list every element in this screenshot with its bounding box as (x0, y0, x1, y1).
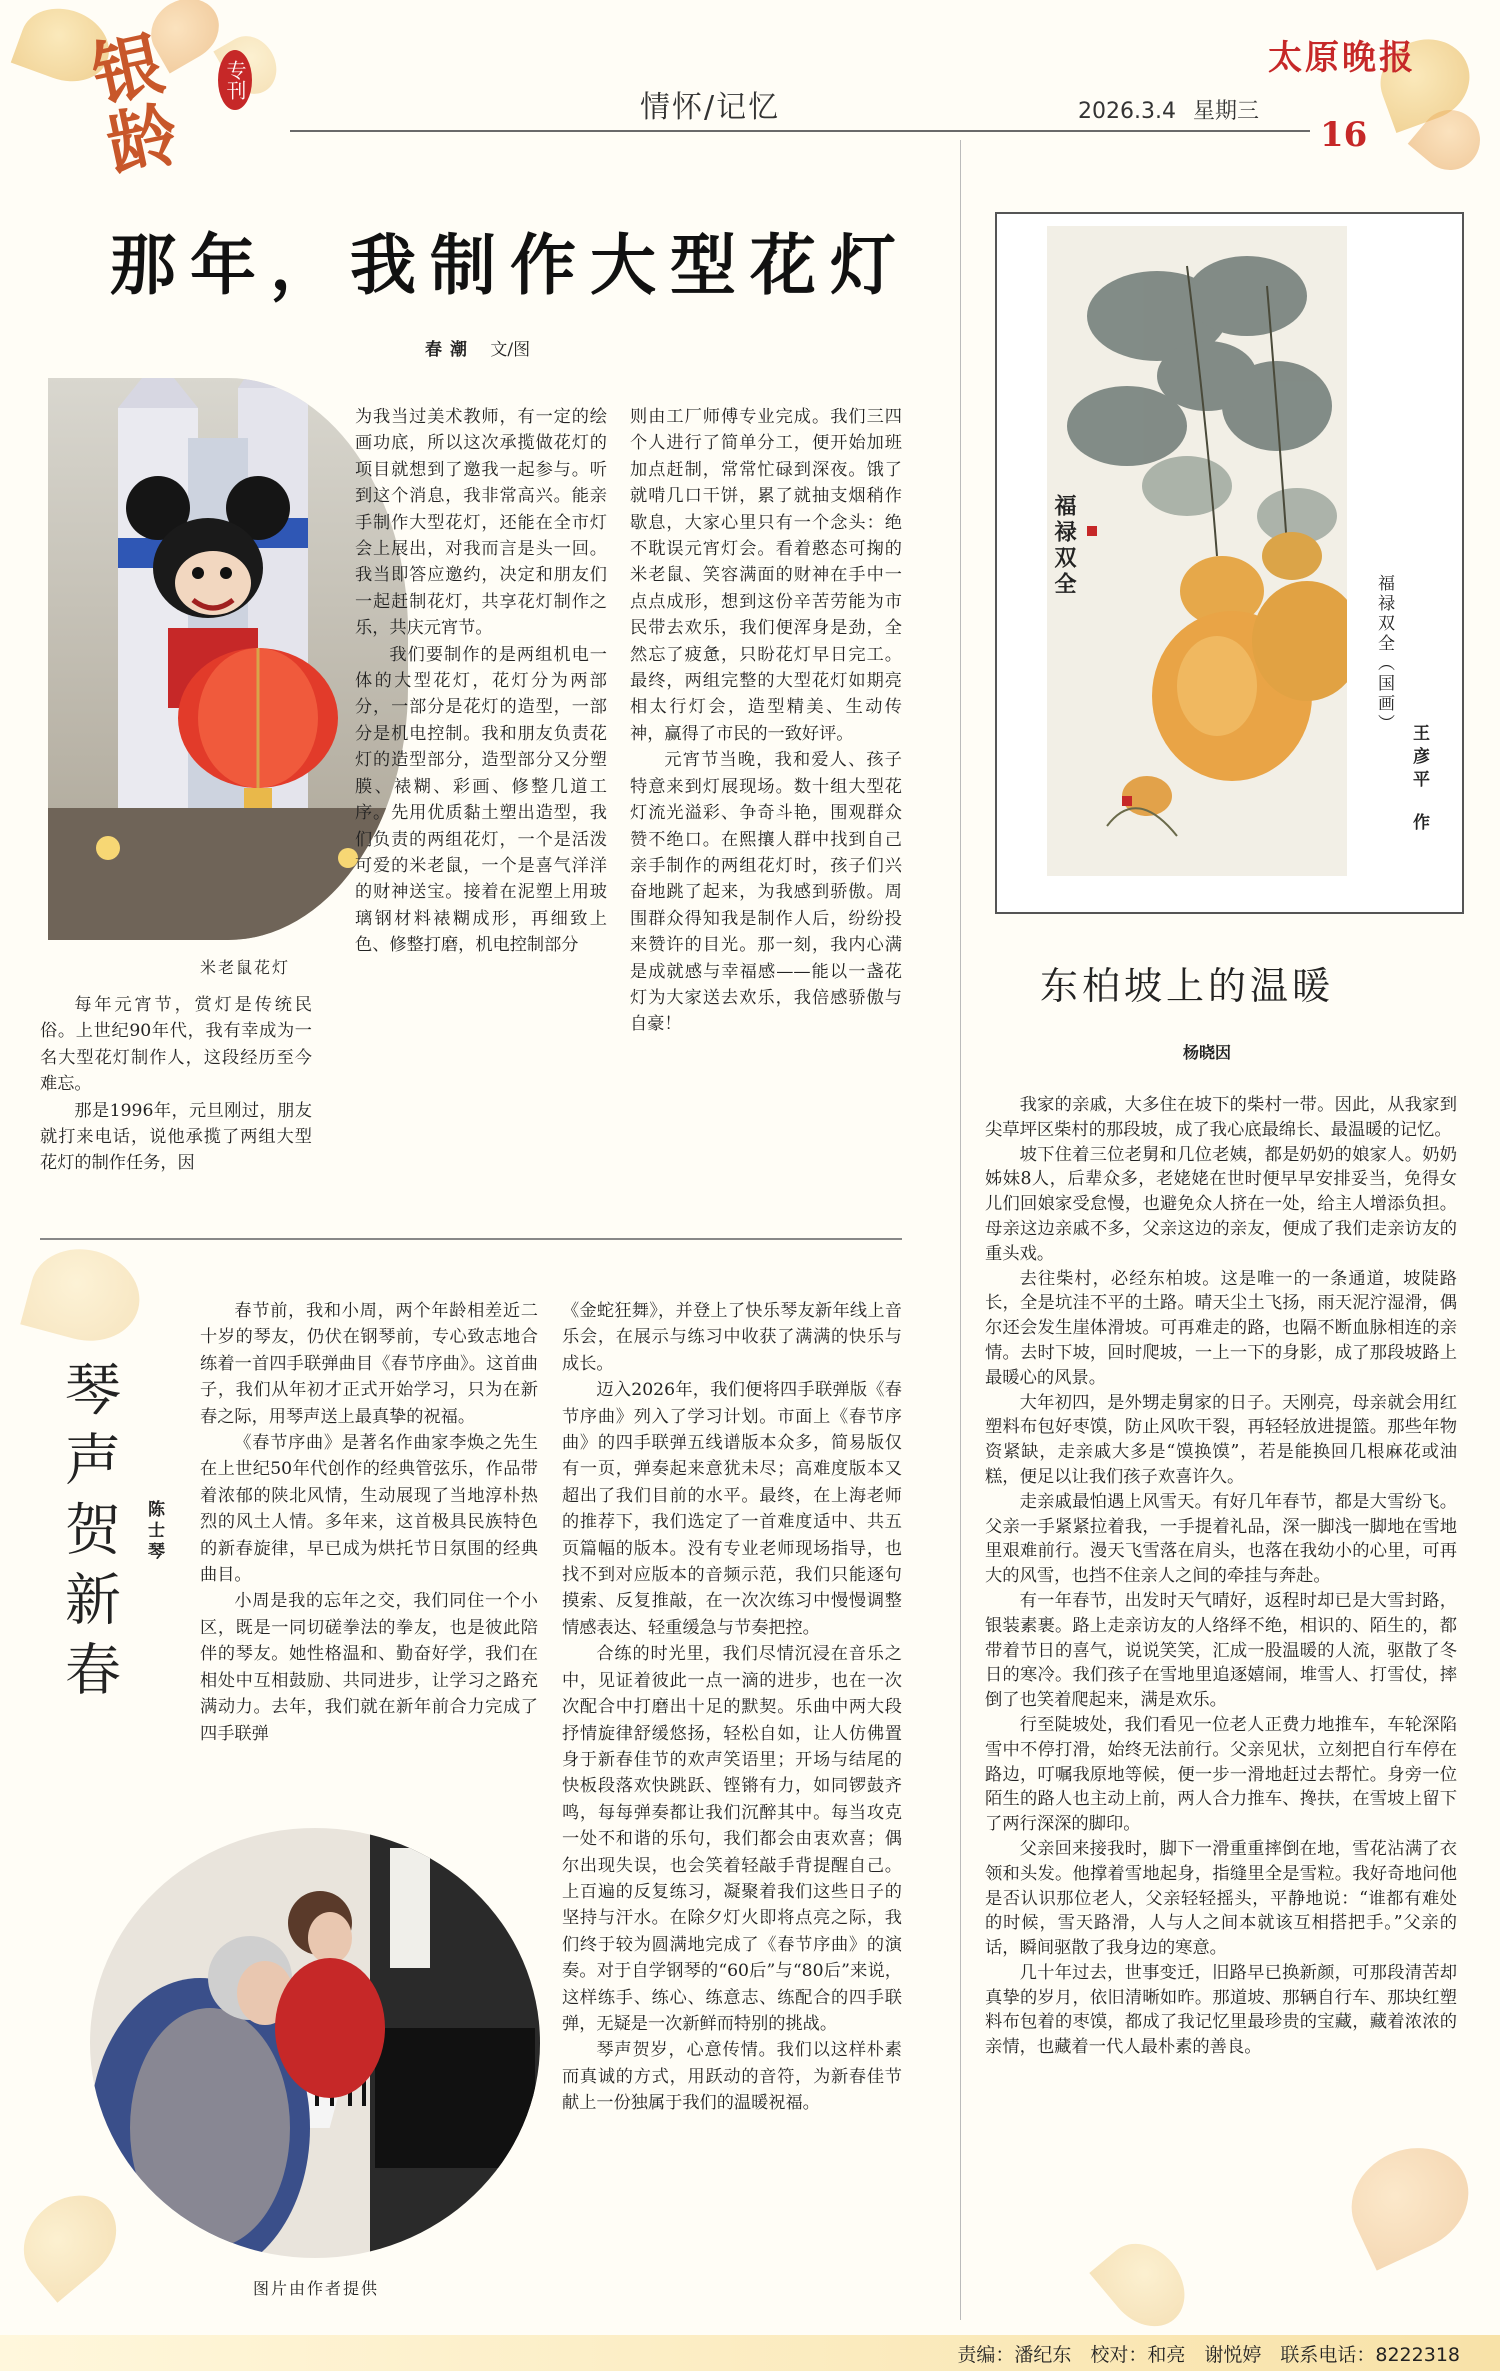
article2-col2 (562, 1298, 902, 2117)
article1-author-suffix: 文/图 (490, 340, 531, 360)
paragraph: 《金蛇狂舞》，并登上了快乐琴友新年线上音乐会，在展示与练习中收获了满满的快乐与成长。 (562, 1301, 902, 1374)
painting-title: 福禄双全 (1374, 574, 1394, 654)
paper-name: 太原晚报 (1268, 38, 1416, 78)
article1-byline (425, 335, 530, 360)
paragraph: 有一年春节，出发时天气晴好，返程时却已是大雪封路，银装素裹。路上走亲访友的人络绎不绝，相识的、陌生的，都带着节日的喜气，说说笑笑，汇成一股温暖的人流，驱散了冬日的寒冷。我们孩子在雪地里追逐嬉闹，堆雪人、打雪仗，摔倒了也笑着爬起来，满是欢乐。 (985, 1590, 1457, 1711)
paragraph: 父亲回来接我时，脚下一滑重重摔倒在地，雪花沾满了衣领和头发。他撑着雪地起身，指缝里全是雪粒。我好奇地问他是否认识那位老人，父亲轻轻摇头，平静地说：“谁都有难处的时候，雪天路滑，人与人之间本就该互相搭把手。”父亲的话，瞬间驱散了我身边的寒意。 (985, 1838, 1457, 1959)
painting-suffix: 作 (1409, 813, 1429, 836)
paragraph: 元宵节当晚，我和爱人、孩子特意来到灯展现场。数十组大型花灯流光溢彩、争奇斗艳，围观群众赞不绝口。在熙攘人群中找到自己亲手制作的两组花灯时，孩子们兴奋地跳了起来，为我感到骄傲。周围群众得知我是制作人后，纷纷投来赞许的目光。那一刻，我内心满是成就感与幸福感——能以一盏花灯为大家送去欢乐，我倍感骄傲与自豪！ (630, 750, 902, 1035)
paragraph: 行至陡坡处，我们看见一位老人正费力地推车，车轮深陷雪中不停打滑，始终无法前行。父亲见状，立刻把自行车停在路边，叮嘱我原地等候，便一步一滑地赶过去帮忙。身旁一位陌生的路人也主动上前，两人合力推车、搀扶，在雪坡上留下了两行深深的脚印。 (985, 1714, 1457, 1835)
paragraph: 走亲戚最怕遇上风雪天。有好几年春节，都是大雪纷飞。父亲一手紧紧拉着我，一手提着礼品，深一脚浅一脚地在雪地里艰难前行。漫天飞雪落在肩头，也落在我幼小的心里，可再大的风雪，也挡不住亲人之间的牵挂与奔赴。 (985, 1491, 1457, 1587)
footer (0, 2335, 1500, 2371)
piano-photo (90, 1828, 540, 2258)
paragraph: 春节前，我和小周，两个年龄相差近二十岁的琴友，仍伏在钢琴前，专心致志地合练着一首四手联弹曲目《春节序曲》。这首曲子，我们从年初才正式开始学习，只为在新春之际，用琴声送上最真挚的祝福。 (200, 1301, 538, 1427)
paragraph: 那是1996年，元旦刚过，朋友就打来电话，说他承揽了两组大型花灯的制作任务，因 (40, 1100, 312, 1174)
painting-artist: 王彦平 (1409, 724, 1429, 793)
issue-weekday: 星期三 (1192, 99, 1259, 124)
column-divider (960, 140, 961, 2320)
article3-body (985, 1093, 1457, 2060)
article1-col1 (40, 992, 312, 1177)
paragraph: 我家的亲戚，大多住在坡下的柴村一带。因此，从我家到尖草坪区柴村的那段坡，成了我心底最绵长、最温暖的记忆。 (985, 1095, 1457, 1140)
article2-col1 (200, 1298, 538, 1747)
header-rule (290, 130, 1310, 132)
paragraph: 坡下住着三位老舅和几位老姨，都是奶奶的娘家人。奶奶姊妹8人，后辈众多，老姥姥在世时便早早安排妥当，免得女儿们回娘家受怠慢，也避免众人挤在一处，给主人增添负担。母亲这边亲戚不多，父亲这边的亲友，便成了我们走亲访友的重头戏。 (985, 1144, 1457, 1264)
paragraph: 琴声贺岁，心意传情。我们以这样朴素而真诚的方式，用跃动的音符，为新春佳节献上一份独属于我们的温暖祝福。 (562, 2040, 902, 2114)
mickey-lantern-image (48, 378, 408, 940)
article1-author: 春潮 (425, 340, 475, 360)
issue-date-block (1078, 94, 1259, 125)
article2-title: 琴声贺新春 (56, 1360, 121, 1710)
article-divider (40, 1238, 902, 1240)
painting-artist-caption (1407, 724, 1432, 836)
article3-author: 杨晓因 (1183, 1043, 1232, 1062)
article1-col2 (355, 404, 607, 959)
column-logo (84, 20, 300, 188)
lantern-photo (48, 378, 408, 940)
gourd-painting-image (1047, 226, 1347, 876)
article1-col3 (630, 404, 902, 1038)
article3-title: 东柏坡上的温暖 (1040, 964, 1335, 1008)
article2-author: 陈士琴 (144, 1500, 164, 1563)
painting-inscription: 福禄双全 (1051, 494, 1077, 598)
paragraph: 合练的时光里，我们尽情沉浸在音乐之中，见证着彼此一点一滴的进步，也在一次次配合中打磨出十足的默契。乐曲中两大段抒情旋律舒缓悠扬，轻松自如，让人仿佛置身于新春佳节的欢声笑语里；开场与结尾的快板段落欢快跳跃、铿锵有力，如同锣鼓齐鸣，每每弹奏都让我们沉醉其中。每当攻克一处不和谐的乐句，我们都会由衷欢喜；偶尔出现失误，也会笑着轻敲手背提醒自己。上百遍的反复练习，凝聚着我们这些日子的坚持与汗水。在除夕灯火即将点亮之际，我们终于较为圆满地完成了《春节序曲》的演奏。对于自学钢琴的“60后”与“80后”来说，这样练手、练心、练意志、练配合的四手联弹，无疑是一次新鲜而特别的挑战。 (562, 1644, 902, 2034)
painting-genre: （国画） (1374, 654, 1394, 734)
page-number: 16 (1320, 115, 1368, 155)
piano-players-image (90, 1828, 540, 2258)
article1-title: 那年，我制作大型花灯 (110, 226, 910, 304)
paragraph: 几十年过去，世事变迁，旧路早已换新颜，可那段清苦却真挚的岁月，依旧清晰如昨。那道坡、那辆自行车、那块红塑料布包着的枣馍，都成了我记忆里最珍贵的宝藏，藏着浓浓的亲情，也藏着一代人最朴素的善良。 (985, 1962, 1457, 2058)
painting-frame (995, 212, 1464, 914)
column-name: 银龄 (84, 21, 186, 188)
footer-credits: 责编：潘纪东 校对：和亮 谢悦婷 联系电话：8222318 (957, 2343, 1460, 2366)
paragraph: 《春节序曲》是著名作曲家李焕之先生在上世纪50年代创作的经典管弦乐，作品带着浓郁的陕北风情，生动展现了当地淳朴热烈的风土人情。多年来，这首极具民族特色的新春旋律，早已成为烘托节日氛围的经典曲目。 (200, 1433, 538, 1586)
paragraph: 迈入2026年，我们便将四手联弹版《春节序曲》列入了学习计划。市面上《春节序曲》的四手联弹五线谱版本众多，简易版仅有一页，弹奏起来意犹未尽；高难度版本又超出了我们目前的水平。最终，在上海老师的推荐下，我们选定了一首难度适中、共五页篇幅的版本。没有专业老师现场指导，也找不到对应版本的音频示范，我们只能逐句摸索、反复推敲，在一次次练习中慢慢调整情感表达、轻重缓急与节奏把控。 (562, 1380, 902, 1638)
paragraph: 大年初四，是外甥走舅家的日子。天刚亮，母亲就会用红塑料布包好枣馍，防止风吹干裂，再轻轻放进提篮。那些年物资紧缺，走亲戚大多是“馍换馍”，若是能换回几根麻花或油糕，便足以让我们孩子欢喜许久。 (985, 1392, 1457, 1487)
issue-date: 2026.3.4 (1078, 99, 1176, 124)
painting-caption (1372, 574, 1397, 904)
paragraph: 去往柴村，必经东柏坡。这是唯一的一条通道，坡陡路长，全是坑洼不平的土路。晴天尘土飞扬，雨天泥泞湿滑，偶尔还会发生崖体滑坡。可再难走的路，也隔不断血脉相连的亲情。去时下坡，回时爬坡，一上一下的身影，成了那段坡路上最暖心的风景。 (985, 1268, 1457, 1388)
paragraph: 为我当过美术教师，有一定的绘画功底，所以这次承揽做花灯的项目就想到了邀我一起参与。听到这个消息，我非常高兴。能亲手制作大型花灯，还能在全市灯会上展出，对我而言是头一回。我当即答应邀约，决定和朋友们一起赶制花灯，共享花灯制作之乐，共庆元宵节。 (355, 407, 607, 639)
column-tag: 专刊 (218, 50, 252, 110)
paragraph: 我们要制作的是两组机电一体的大型花灯，花灯分为两部分，一部分是花灯的造型，一部分是机电控制。我和朋友负责花灯的造型部分，造型部分又分塑膜、裱糊、彩画、修整几道工序。先用优质黏土塑出造型，我们负责的两组花灯，一个是活泼可爱的米老鼠，一个是喜气洋洋的财神送宝。接着在泥塑上用玻璃钢材料裱糊成形，再细致上色、修整打磨，机电控制部分 (355, 644, 607, 956)
paragraph: 则由工厂师傅专业完成。我们三四个人进行了简单分工，便开始加班加点赶制，常常忙碌到深夜。饿了就啃几口干饼，累了就抽支烟稍作歇息，大家心里只有一个念头：绝不耽误元宵灯会。看着憨态可掬的米老鼠、笑容满面的财神在手中一点点成形，想到这份辛苦劳能为市民带去欢乐，我们便浑身是劲，全然忘了疲惫，只盼花灯早日完工。最终，两组完整的大型花灯如期亮相太行灯会，造型精美、生动传神，赢得了市民的一致好评。 (630, 407, 902, 744)
lantern-photo-caption: 米老鼠花灯 (200, 958, 291, 977)
paragraph: 每年元宵节，赏灯是传统民俗。上世纪90年代，我有幸成为一名大型花灯制作人，这段经历至今难忘。 (40, 995, 312, 1095)
section-title: 情怀/记忆 (640, 90, 781, 125)
piano-photo-caption: 图片由作者提供 (253, 2279, 380, 2298)
paragraph: 小周是我的忘年之交，我们同住一个小区，既是一同切磋拳法的拳友，也是彼此陪伴的琴友。她性格温和、勤奋好学，我们在相处中互相鼓励、共同进步，让学习之路充满动力。去年，我们就在新年前合力完成了四手联弹 (200, 1591, 538, 1744)
